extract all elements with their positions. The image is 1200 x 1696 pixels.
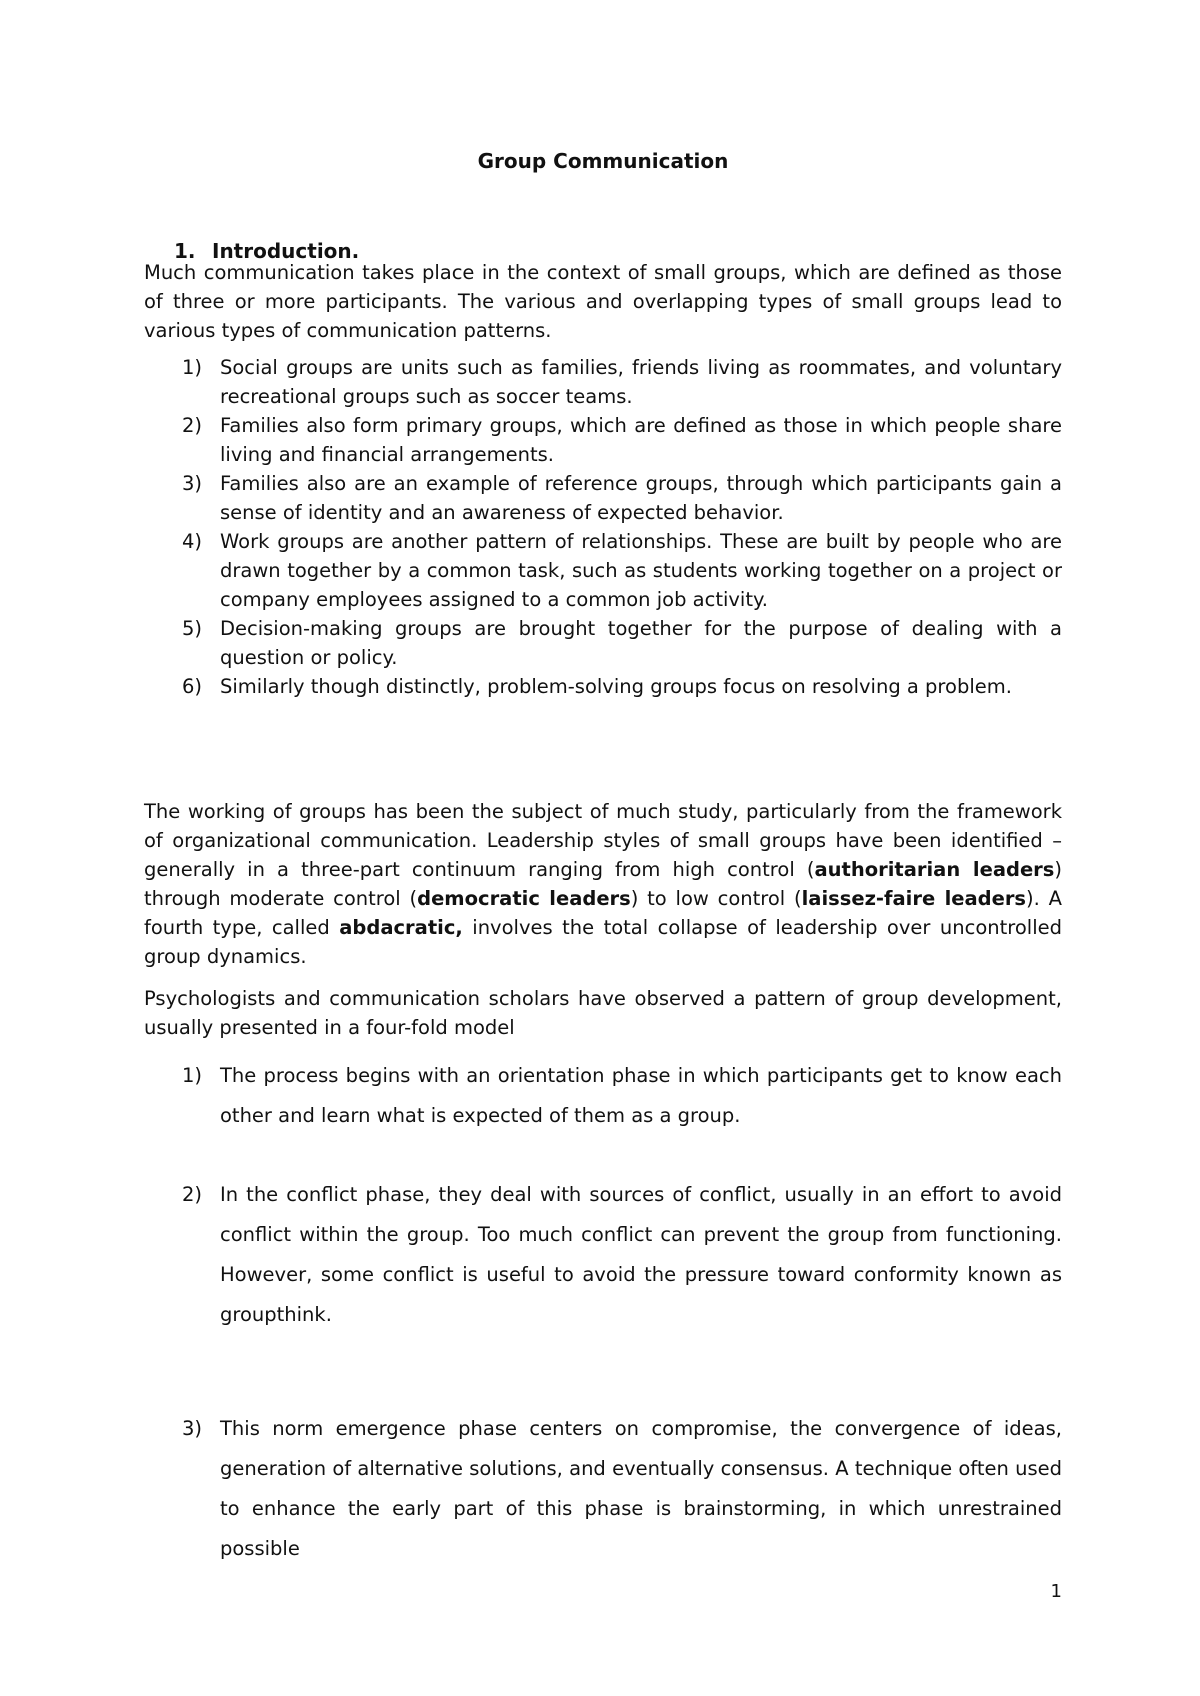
list-item xyxy=(144,469,1062,527)
list-marker: 3) xyxy=(182,472,203,495)
list-item-text: This norm emergence phase centers on compromise, the convergence of ideas, generation of alternative solutions, and eventually consensus. A technique often used to enhance the early part of this phase is brainstorming, in which unrestrained possible xyxy=(220,1417,1062,1560)
page-number: 1 xyxy=(1050,1581,1062,1602)
leadership-paragraph xyxy=(144,797,1062,971)
list-marker: 3) xyxy=(182,1417,203,1440)
list-item-text: Families also form primary groups, which are defined as those in which people share living and financial arrangements. xyxy=(220,414,1062,466)
intro-paragraph: Much communication takes place in the context of small groups, which are defined as those of three or more participants. The various and overlapping types of small groups lead to various types of communication patterns. xyxy=(144,261,1062,342)
list-marker: 6) xyxy=(182,675,203,698)
list-item-text: The process begins with an orientation phase in which participants get to know each other and learn what is expected of them as a group. xyxy=(220,1064,1062,1127)
page-title: Group Communication xyxy=(477,149,729,173)
list-item-text: Decision-making groups are brought together for the purpose of dealing with a question or policy. xyxy=(220,617,1062,669)
leadership-text-3: ) to low control ( xyxy=(630,887,802,910)
leadership-term-authoritarian: authoritarian leaders xyxy=(814,858,1055,881)
leadership-text-5: involves the total collapse of leadership over uncontrolled group dynamics. xyxy=(144,916,1062,968)
group-types-list xyxy=(144,353,1062,701)
list-item-text: Social groups are units such as families, friends living as roommates, and voluntary recreational groups such as soccer teams. xyxy=(220,356,1062,408)
list-item-text: In the conflict phase, they deal with sources of conflict, usually in an effort to avoid conflict within the group. Too much conflict can prevent the group from functioning. However, some conflict is useful to avoid the pressure toward conformity known as groupthink. xyxy=(220,1183,1062,1326)
list-marker: 2) xyxy=(182,414,203,437)
development-paragraph: Psychologists and communication scholars have observed a pattern of group development, usually presented in a four-fold model xyxy=(144,987,1062,1039)
list-item xyxy=(144,1409,1062,1569)
section-number: 1. xyxy=(174,239,196,263)
list-item xyxy=(144,614,1062,672)
list-marker: 2) xyxy=(182,1183,203,1206)
leadership-term-laissez-faire: laissez-faire leaders xyxy=(801,887,1027,910)
phases-list xyxy=(144,1056,1062,1569)
leadership-term-abdacratic: abdacratic, xyxy=(339,916,463,939)
list-item xyxy=(144,527,1062,614)
section-heading-text: Introduction. xyxy=(212,239,360,263)
list-item xyxy=(144,1175,1062,1335)
leadership-text-2: ) through moderate control ( xyxy=(144,858,1062,910)
list-item xyxy=(144,353,1062,411)
list-item xyxy=(144,1056,1062,1136)
list-marker: 5) xyxy=(182,617,203,640)
list-item-text: Work groups are another pattern of relationships. These are built by people who are drawn together by a common task, such as students working together on a project or company employees assigned to a common job activity. xyxy=(220,530,1062,611)
leadership-term-democratic: democratic leaders xyxy=(417,887,631,910)
list-item xyxy=(144,411,1062,469)
list-item-text: Similarly though distinctly, problem-solving groups focus on resolving a problem. xyxy=(220,675,1012,698)
leadership-text-1: The working of groups has been the subject of much study, particularly from the framework of organizational communication. Leadership styles of small groups have been identified – generally in a three-part continuum ranging from high control ( xyxy=(144,800,1062,881)
list-marker: 1) xyxy=(182,356,203,379)
list-marker: 1) xyxy=(182,1064,203,1087)
list-item-text: Families also are an example of reference groups, through which participants gain a sense of identity and an awareness of expected behavior. xyxy=(220,472,1062,524)
list-item xyxy=(144,672,1062,701)
leadership-text-4: ). A fourth type, called xyxy=(144,887,1062,939)
list-marker: 4) xyxy=(182,530,203,553)
